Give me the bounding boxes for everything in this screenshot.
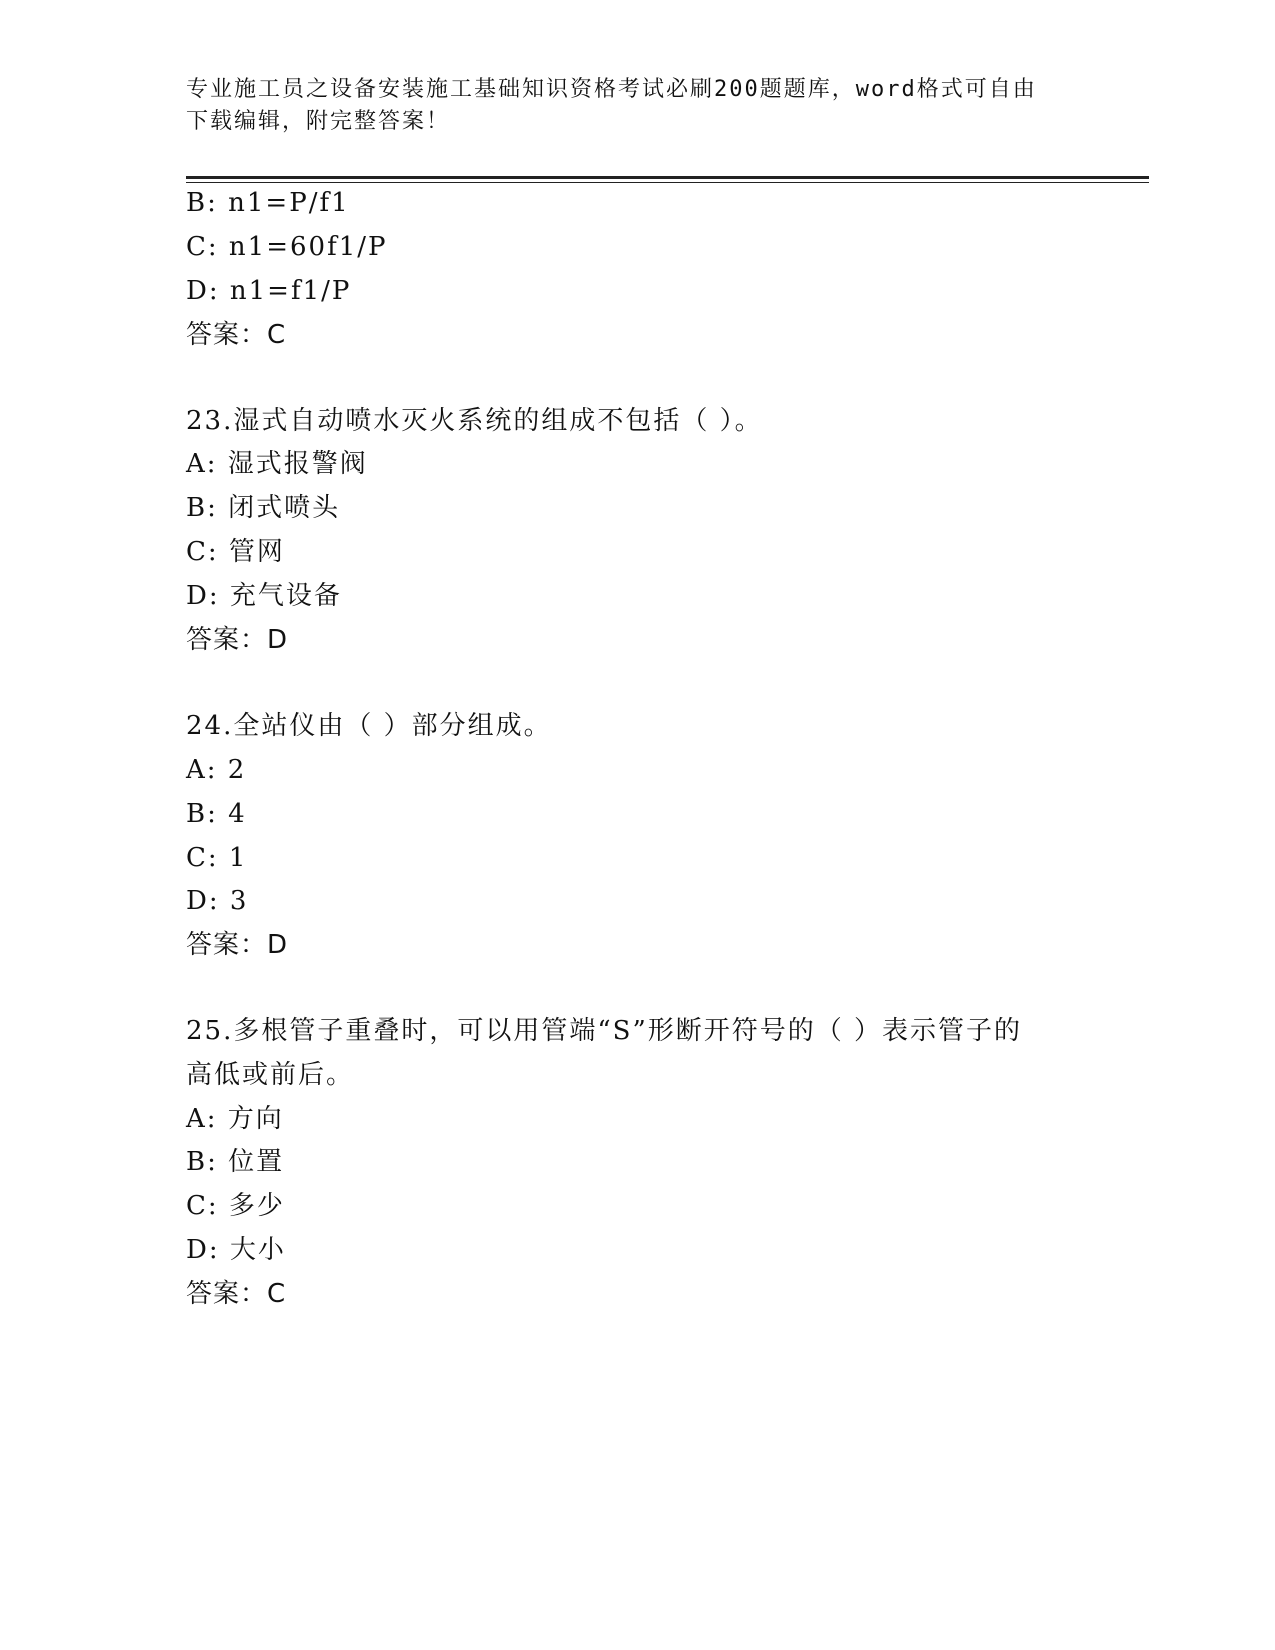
- q25-question-line-2: 高低或前后。: [186, 1060, 355, 1090]
- q22-answer: 答案：C: [186, 320, 287, 350]
- header-line-2: 下载编辑，附完整答案！: [186, 109, 451, 134]
- q23-option-a: A: 湿式报警阀: [186, 449, 368, 479]
- q25-option-d: D: 大小: [186, 1235, 286, 1265]
- q22-option-b: B: n1=P/f1: [186, 188, 350, 218]
- q24-option-b: B: 4: [186, 799, 247, 829]
- q25-answer: 答案：C: [186, 1279, 287, 1309]
- q23-answer: 答案：D: [186, 625, 289, 655]
- q22-option-c: C: n1=60f1/P: [186, 232, 388, 262]
- q25-option-b: B: 位置: [186, 1147, 285, 1177]
- q24-option-a: A: 2: [186, 755, 247, 785]
- q23-option-c: C: 管网: [186, 537, 285, 567]
- header-divider-thin: [186, 182, 1149, 183]
- header-divider-thick: [186, 176, 1149, 179]
- header-line-1: 专业施工员之设备安装施工基础知识资格考试必刷200题题库，word格式可自由: [186, 77, 1037, 102]
- q24-option-c: C: 1: [186, 843, 248, 873]
- q25-option-a: A: 方向: [186, 1104, 284, 1134]
- q23-option-d: D: 充气设备: [186, 581, 342, 611]
- document-header: [186, 74, 1066, 138]
- q24-question: 24.全站仪由（ ）部分组成。: [186, 711, 552, 741]
- q25-option-c: C: 多少: [186, 1191, 285, 1221]
- q25-question-line-1: 25.多根管子重叠时，可以用管端“S”形断开符号的（ ）表示管子的: [186, 1016, 1023, 1046]
- q24-answer: 答案：D: [186, 930, 289, 960]
- q23-option-b: B: 闭式喷头: [186, 493, 341, 523]
- q23-question: 23.湿式自动喷水灭火系统的组成不包括（ ）。: [186, 406, 763, 436]
- q22-option-d: D: n1=f1/P: [186, 276, 352, 306]
- q24-option-d: D: 3: [186, 886, 249, 916]
